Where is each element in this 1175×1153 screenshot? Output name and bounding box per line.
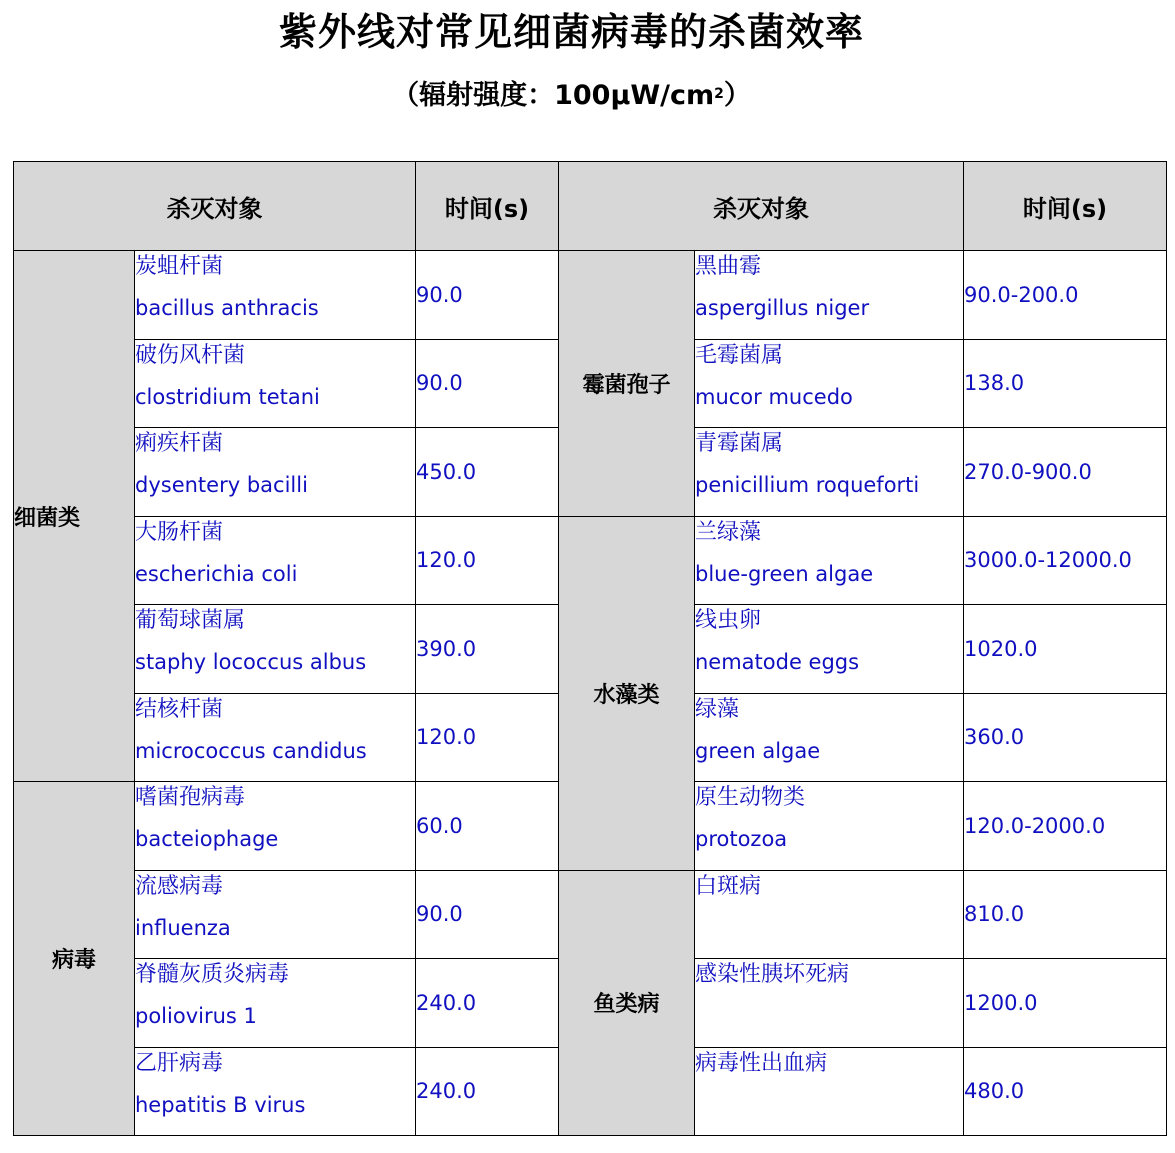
organism-cn: 原生动物类 — [695, 785, 806, 810]
subtitle-prefix: （辐射强度：100μW/cm — [392, 80, 715, 111]
organism-cell — [695, 959, 964, 1048]
category-algae: 水藻类 — [559, 516, 695, 870]
organism-en: penicillium roqueforti — [695, 473, 920, 497]
organism-en: micrococcus candidus — [135, 738, 367, 763]
category-virus: 病毒 — [14, 782, 135, 1136]
time-cell: 240.0 — [416, 1047, 559, 1136]
organism-cell — [135, 251, 416, 340]
organism-cell — [135, 605, 416, 694]
organism-en: hepatitis B virus — [135, 1092, 306, 1117]
organism-en: staphy lococcus albus — [135, 650, 367, 674]
time-cell: 390.0 — [416, 605, 559, 694]
organism-cell — [135, 870, 416, 959]
time-cell: 1200.0 — [964, 959, 1167, 1048]
organism-cn: 病毒性出血病 — [695, 1050, 828, 1076]
organism-cell — [135, 339, 416, 428]
organism-cn: 乙肝病毒 — [135, 1050, 224, 1076]
header-row — [14, 162, 1167, 251]
organism-en: poliovirus 1 — [135, 1004, 257, 1028]
time-cell: 3000.0-12000.0 — [964, 516, 1167, 605]
organism-en: dysentery bacilli — [135, 473, 308, 497]
time-cell: 480.0 — [964, 1047, 1167, 1136]
organism-en: escherichia coli — [135, 561, 298, 586]
time-cell: 360.0 — [964, 693, 1167, 782]
organism-en: mucor mucedo — [695, 384, 853, 409]
organism-en: bacillus anthracis — [135, 296, 319, 320]
time-cell: 60.0 — [416, 782, 559, 871]
organism-cn: 破伤风杆菌 — [135, 342, 246, 368]
time-cell: 120.0 — [416, 516, 559, 605]
subtitle-superscript: 2 — [714, 86, 724, 102]
organism-cn: 流感病毒 — [135, 873, 224, 899]
time-cell: 1020.0 — [964, 605, 1167, 694]
organism-cell — [695, 782, 964, 871]
header-time-right: 时间(s) — [964, 162, 1167, 251]
table-row — [14, 251, 1167, 340]
header-target-right: 杀灭对象 — [559, 162, 964, 251]
category-bacteria: 细菌类 — [14, 251, 135, 782]
organism-cell — [695, 428, 964, 517]
table-row — [14, 516, 1167, 605]
header-target-left: 杀灭对象 — [14, 162, 416, 251]
organism-cell — [695, 339, 964, 428]
organism-cn: 感染性胰坏死病 — [695, 962, 850, 987]
organism-cn: 脊髓灰质炎病毒 — [135, 962, 290, 987]
organism-en: blue-green algae — [695, 561, 874, 586]
time-cell: 240.0 — [416, 959, 559, 1048]
time-cell: 138.0 — [964, 339, 1167, 428]
time-cell: 90.0 — [416, 339, 559, 428]
organism-en: green algae — [695, 738, 821, 763]
organism-cn: 大肠杆菌 — [135, 519, 224, 545]
time-cell: 270.0-900.0 — [964, 428, 1167, 517]
page-subtitle — [0, 76, 1143, 116]
organism-en: clostridium tetani — [135, 384, 320, 409]
organism-cn: 白斑病 — [695, 873, 762, 899]
organism-cn: 葡萄球菌属 — [135, 608, 246, 633]
time-cell: 120.0-2000.0 — [964, 782, 1167, 871]
time-cell: 120.0 — [416, 693, 559, 782]
organism-en: aspergillus niger — [695, 296, 870, 320]
organism-cn: 黑曲霉 — [695, 254, 762, 279]
organism-cn: 绿藻 — [695, 696, 740, 722]
organism-cell — [135, 516, 416, 605]
category-fish-disease: 鱼类病 — [559, 870, 695, 1136]
organism-cell — [695, 605, 964, 694]
time-cell: 90.0-200.0 — [964, 251, 1167, 340]
organism-cn: 痢疾杆菌 — [135, 431, 224, 456]
organism-cell — [695, 693, 964, 782]
page-title: 紫外线对常见细菌病毒的杀菌效率 — [278, 10, 864, 54]
organism-cell — [135, 959, 416, 1048]
organism-en: protozoa — [695, 827, 788, 851]
header-time-left: 时间(s) — [416, 162, 559, 251]
time-cell: 450.0 — [416, 428, 559, 517]
table-row — [14, 870, 1167, 959]
organism-cn: 结核杆菌 — [135, 696, 224, 722]
organism-cell — [135, 428, 416, 517]
organism-cell — [695, 516, 964, 605]
time-cell: 810.0 — [964, 870, 1167, 959]
organism-en: influenza — [135, 915, 231, 940]
organism-cn: 嗜菌孢病毒 — [135, 785, 246, 810]
time-cell: 90.0 — [416, 870, 559, 959]
organism-cn: 炭蛆杆菌 — [135, 254, 224, 279]
category-mold-spores: 霉菌孢子 — [559, 251, 695, 517]
organism-cell — [695, 251, 964, 340]
organism-en: nematode eggs — [695, 650, 860, 674]
organism-cn: 毛霉菌属 — [695, 342, 784, 368]
organism-cell — [695, 870, 964, 959]
organism-cell — [135, 782, 416, 871]
organism-cn: 兰绿藻 — [695, 519, 762, 545]
organism-cell — [135, 1047, 416, 1136]
time-cell: 90.0 — [416, 251, 559, 340]
organism-cn: 线虫卵 — [695, 608, 762, 633]
subtitle-suffix: ） — [723, 80, 751, 111]
sterilization-table — [13, 161, 1167, 1136]
organism-cn: 青霉菌属 — [695, 431, 784, 456]
organism-cell — [695, 1047, 964, 1136]
organism-cell — [135, 693, 416, 782]
organism-en: bacteiophage — [135, 827, 279, 851]
